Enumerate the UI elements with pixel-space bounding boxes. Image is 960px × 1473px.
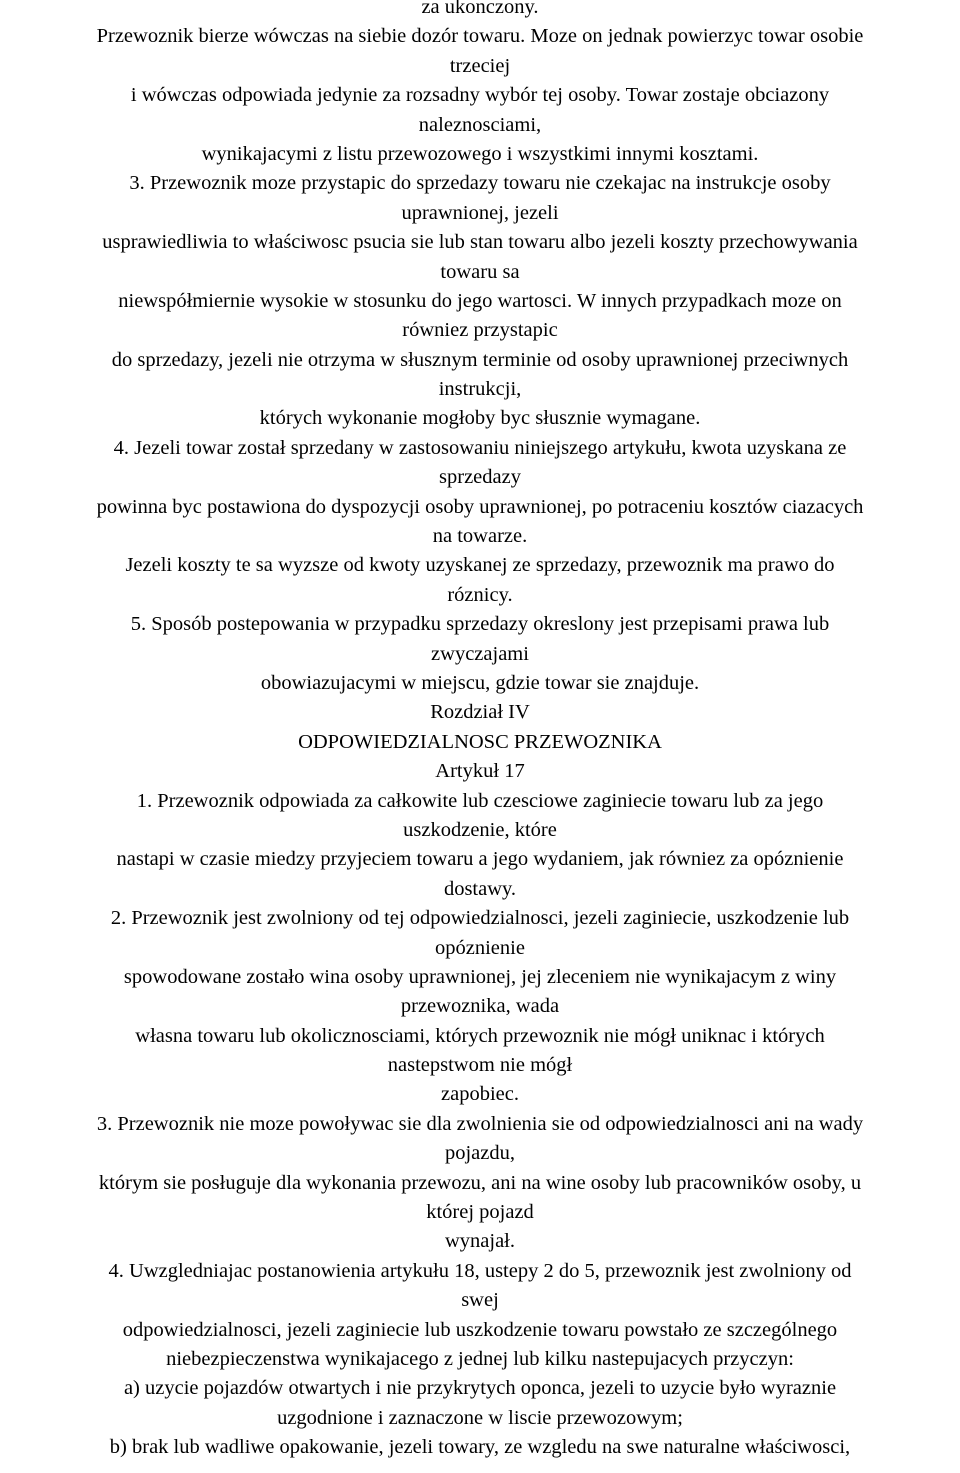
- document-line: równiez przystapic: [402, 319, 558, 342]
- document-line: 3. Przewoznik nie moze powoływac sie dla zwolnienia sie od odpowiedzialnosci ani na wady: [96, 1112, 864, 1135]
- document-line: zapobiec.: [441, 1083, 519, 1106]
- document-line: b) brak lub wadliwe opakowanie, jezeli towary, ze wzgledu na swe naturalne właściwosci,: [109, 1436, 851, 1459]
- document-line: Przewoznik bierze wówczas na siebie dozór towaru. Moze on jednak powierzyc towar osobie: [96, 25, 864, 48]
- document-line: niewspółmiernie wysokie w stosunku do jego wartosci. W innych przypadkach moze on: [118, 289, 842, 312]
- document-line: odpowiedzialnosci, jezeli zaginiecie lub uszkodzenie towaru powstało ze szczególnego: [122, 1318, 838, 1341]
- document-line: spowodowane zostało wina osoby uprawnionej, jej zleceniem nie wynikajacym z winy: [123, 965, 837, 988]
- document-line: swej: [461, 1289, 499, 1312]
- document-line: których wykonanie mogłoby byc słusznie wymagane.: [259, 407, 701, 430]
- document-line: uprawnionej, jezeli: [401, 201, 559, 224]
- document-line: nastapi w czasie miedzy przyjeciem towaru a jego wydaniem, jak równiez za opóznienie: [116, 848, 844, 871]
- document-line: ODPOWIEDZIALNOSC PRZEWOZNIKA: [298, 730, 662, 753]
- document-line: opóznienie: [435, 936, 525, 959]
- document-line: a) uzycie pojazdów otwartych i nie przykrytych oponca, jezeli to uzycie było wyraznie: [123, 1377, 837, 1400]
- document-line: dostawy.: [443, 877, 517, 900]
- document-line: uzgodnione i zaznaczone w liscie przewozowym;: [277, 1406, 683, 1429]
- document-line: 4. Uwzgledniajac postanowienia artykułu 18, ustepy 2 do 5, przewoznik jest zwolniony od: [108, 1259, 852, 1282]
- document-line: instrukcji,: [438, 378, 522, 401]
- document-line: róznicy.: [447, 583, 513, 606]
- document-line: towaru sa: [440, 260, 520, 283]
- document-line: 5. Sposób postepowania w przypadku sprzedazy okreslony jest przepisami prawa lub: [130, 613, 830, 636]
- document-line: zwyczajami: [431, 642, 529, 665]
- document-line: wynikajacymi z listu przewozowego i wszystkimi innymi kosztami.: [201, 142, 759, 165]
- document-line: 3. Przewoznik moze przystapic do sprzedazy towaru nie czekajac na instrukcje osoby: [129, 172, 831, 195]
- document-line: wynajał.: [444, 1230, 516, 1253]
- document-line: 4. Jezeli towar został sprzedany w zastosowaniu niniejszego artykułu, kwota uzyskana ze: [113, 436, 847, 459]
- document-line: którym sie posługuje dla wykonania przewozu, ani na wine osoby lub pracowników osoby, u: [98, 1171, 862, 1194]
- document-line: i wówczas odpowiada jedynie za rozsadny wybór tej osoby. Towar zostaje obciazony: [130, 84, 830, 107]
- document-line: 1. Przewoznik odpowiada za całkowite lub czesciowe zaginiecie towaru lub za jego: [136, 789, 824, 812]
- document-line: powinna byc postawiona do dyspozycji osoby uprawnionej, po potraceniu kosztów ciazacych: [96, 495, 864, 518]
- document-line: Jezeli koszty te sa wyzsze od kwoty uzyskanej ze sprzedazy, przewoznik ma prawo do: [125, 554, 835, 577]
- document-line: której pojazd: [426, 1201, 534, 1224]
- document-line: do sprzedazy, jezeli nie otrzyma w słusznym terminie od osoby uprawnionej przeciwnych: [111, 348, 849, 371]
- document-line: za ukonczony.: [421, 0, 539, 18]
- document-line: przewoznika, wada: [400, 995, 560, 1018]
- document-line: trzeciej: [449, 54, 511, 77]
- document-line: obowiazujacymi w miejscu, gdzie towar sie znajduje.: [260, 671, 700, 694]
- document-line: usprawiedliwia to właściwosc psucia sie lub stan towaru albo jezeli koszty przechowywania: [102, 231, 858, 254]
- document-line: uszkodzenie, które: [403, 818, 557, 841]
- document-line: Rozdział IV: [430, 701, 530, 724]
- document-line: niebezpieczenstwa wynikajacego z jednej lub kilku nastepujacych przyczyn:: [166, 1347, 794, 1370]
- document-line: na towarze.: [432, 525, 528, 548]
- document-line: własna towaru lub okolicznosciami, których przewoznik nie mógł uniknac i których: [135, 1024, 825, 1047]
- document-line: 2. Przewoznik jest zwolniony od tej odpowiedzialnosci, jezeli zaginiecie, uszkodzenie lub: [110, 907, 850, 930]
- document-line: nastepstwom nie mógł: [387, 1054, 573, 1077]
- document-line: pojazdu,: [444, 1142, 516, 1165]
- document-line: naleznosciami,: [418, 113, 542, 136]
- document-line: Artykuł 17: [435, 760, 525, 783]
- document-line: sprzedazy: [439, 466, 521, 489]
